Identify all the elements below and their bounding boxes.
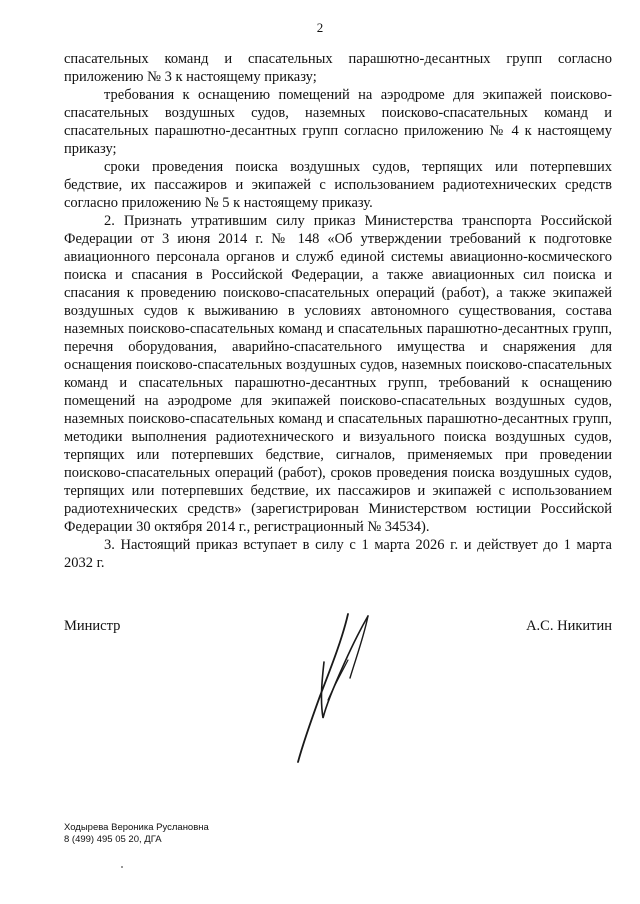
page-number: 2 xyxy=(316,20,324,35)
document-body xyxy=(64,50,612,572)
handwritten-signature xyxy=(290,600,390,770)
signatory-role: Министр xyxy=(64,618,121,634)
executor-name: Ходырева Вероника Руслановна xyxy=(64,822,209,833)
executor-info xyxy=(64,822,209,846)
paragraph-appendix-3: спасательных команд и спасательных парашютно-десантных групп согласно приложению № 3 к настоящему приказу; xyxy=(64,51,612,85)
paragraph-appendix-4: требования к оснащению помещений на аэродроме для экипажей поисково-спасательных воздушных судов, наземных поисково-спасательных команд и спасательных парашютно-десантных групп согласно приложению № 4 к настоящему приказу; xyxy=(64,87,612,157)
signatory-name: А.С. Никитин xyxy=(526,618,612,634)
paragraph-appendix-5: сроки проведения поиска воздушных судов, терпящих или потерпевших бедствие, их пассажиров и экипажей с использованием радиотехнических средств согласно приложению № 5 к настоящему приказу. xyxy=(64,159,612,211)
paragraph-effective-date: 3. Настоящий приказ вступает в силу с 1 марта 2026 г. и действует до 1 марта 2032 г. xyxy=(64,537,612,571)
scan-speck xyxy=(121,866,123,868)
executor-phone: 8 (499) 495 05 20, ДГА xyxy=(64,834,162,845)
paragraph-repeal-order: 2. Признать утратившим силу приказ Министерства транспорта Российской Федерации от 3 июня 2014 г. № 148 «Об утверждении требований к подготовке авиационного персонала органов и служб единой системы авиационно-космического поиска и спасания в Российской Федерации, а также авиационных сил поиска и спасания к проведению поисково-спасательных операций (работ), а также экипажей воздушных судов к выживанию в условиях автономного существования, состава наземных поисково-спасательных команд и спасательных парашютно-десантных групп, перечня оборудования, аварийно-спасательного имущества и снаряжения для оснащения поисково-спасательных воздушных судов, наземных поисково-спасательных команд и спасательных парашютно-десантных групп, требований к оснащению помещений на аэродроме для экипажей поисково-спасательных воздушных судов, наземных поисково-спасательных команд и спасательных парашютно-десантных групп, методики выполнения радиотехнического и визуального поиска воздушных судов, терпящих или потерпевших бедствие, сигналов, применяемых при проведении поисково-спасательных операций (работ), сроков проведения поиска воздушных судов, терпящих или потерпевших бедствие, их пассажиров и экипажей с использованием радиотехнических средств» (зарегистрирован Министерством юстиции Российской Федерации 30 октября 2014 г., регистрационный № 34534). xyxy=(64,213,612,535)
